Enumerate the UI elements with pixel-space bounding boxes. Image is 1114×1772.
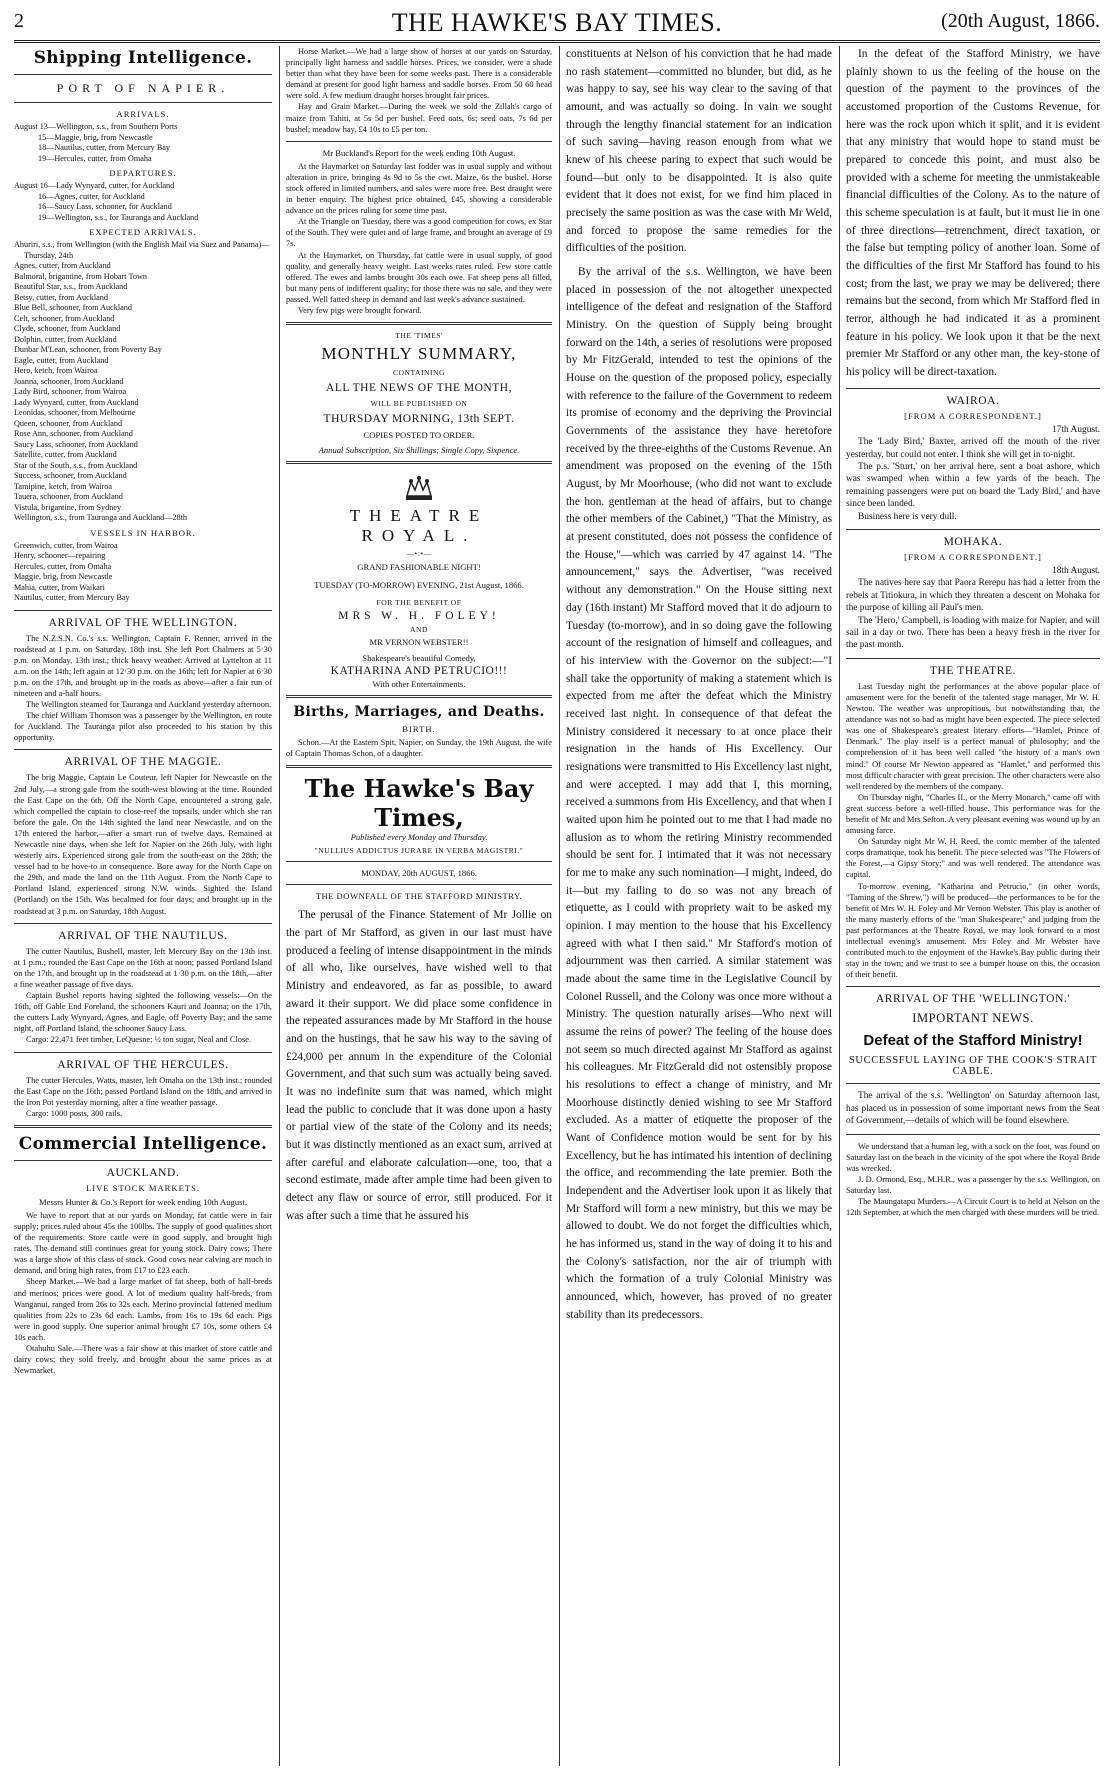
harbor-list [14,541,272,604]
theatre-foley: MRS W. H. FOLEY! [338,610,500,623]
list-item: Joanna, schooner, from Auckland [14,376,124,386]
list-item: Success, schooner, from Auckland [14,471,127,480]
departures-heading: DEPARTURES. [109,168,177,178]
mohaka-paragraph: The 'Hero,' Campbell, is loading with maize for Napier, and will sail in a day or two. There has been a heavy fresh in the river for the past month. [846,615,1100,651]
hunter-paragraph: We have to report that at our yards on Monday, fat cattle were in fair supply; prices ruled about 45s the 100lbs. The supply of good qualities short of the requirements. Store cattle were in good supply, and brought high rates. The demand still continues great for young stock. Dairy cows; There was a large show of this class of stock. Good cows near calving are much in demand, and bring high rates, from £17 to £23 each. [14,1210,272,1276]
rule [286,322,552,325]
list-item: Celt, schooner, from Auckland [14,313,115,323]
arrivals-list [14,122,272,164]
times-title: The Hawke's Bay Times, [304,774,534,833]
mohaka-from: [FROM A CORRESPONDENT.] [904,552,1042,563]
theatre-play: KATHARINA AND PETRUCIO!!! [330,665,508,678]
buckland-paragraph: At the Haymarket, on Thursday, fat cattle were in usual supply, of good quality, and generally heavy weight. Last weeks rates ruled. Few store cattle offered. The ewes and lambs brought 30s each owe. Fat sheep pens all filled, but many pens of indifferent quality; for those there was no sale, and they were passed. Well fatted sheep in demand and last week's advance sustained. [286,250,552,304]
buckland-report-heading: Mr Buckland's Report for the week ending 10th August. [322,147,516,158]
column-4 [846,46,1100,1766]
summary-published: WILL BE PUBLISHED ON [370,399,468,409]
masthead [14,6,1100,43]
nautilus-paragraph: The cutter Nautilus, Bushell, master, left Mercury Bay on the 13th inst. at 1 p.m.; rounded the East Cape on the 16th at noon; passed Portland Island on the 17th, and brought up in the roadstead at 1·30 p.m. on the 18th,—after a fine weather passage of five days. [14,946,272,989]
hercules-heading: ARRIVAL OF THE HERCULES. [57,1058,229,1071]
theatre-heading: THE THEATRE. [929,664,1017,677]
summary-news: ALL THE NEWS OF THE MONTH, [326,382,512,395]
hunter-paragraph: Sheep Market.—We had a large market of fat sheep, both of half-breds and merinos; prices were good. A lot of medium quality half-breds, from Wanganui, ranged from 26s to 32s each. Merino provincial fattened medium qualities from 22s to 23s 6d each. Lambs, from 16s to 19s 6d each. Pigs were in good supply. One superior animal brought £7 10s, some others £4 10s each. [14,1277,272,1342]
wellington-paragraph: The chief William Thomson was a passenger by the Wellington, en route for Auckland. The Tauranga pilot also proceeded to his station by this opportunity. [14,711,272,743]
list-item: Dunbar M'Lean, schooner, from Poverty Bay [14,345,162,354]
summary-title: MONTHLY SUMMARY, [321,344,517,364]
list-item: 15—Maggie, brig, from Newcastle [38,132,153,142]
list-item: Leonidas, schooner, from Melbourne [14,408,136,417]
list-item: 19—Wellington, s.s., for Tauranga and Auckland [38,212,199,222]
hunter-paragraph: Otahuhu Sale.—There was a fair show at this market of store cattle and dairy cows; they sold freely, and brought about the same prices as at Newmarket. [14,1344,272,1376]
maggie-heading: ARRIVAL OF THE MAGGIE. [64,756,222,769]
rule [14,1125,272,1128]
theatre-paragraph: On Thursday night, "Charles II., or the Merry Monarch," came off with great success before a well-filled house. This performance was for the benefit of Mr and Mrs Sefton. A very pleasant evening was wound up by an amusing farce. [846,792,1100,836]
list-item: August 13—Wellington, s.s., from Southern Ports [14,122,178,131]
maggie-paragraph: The brig Maggie, Captain Le Couteur, left Napier for Newcastle on the 2nd July,—a strong gale from the south-west blowing at the time. Rounded the East Cape on the 6th. Off the North Cape, encountered a strong gale, which compelled the captain to close-reef the topsails, under which she ran before the gale. On the 14th sighted the land near Newcastle, and on the 17th entered the harbor,—after a smart run of twelve days. Remained at Newcastle nine days, when she left for Napier on the 26th July, with light westerly airs. Experienced strong gale from the south-east on the 28th; the vessel had to be hove-to in consequence. Bore away for the North Cape on the 29th, and made the land on the 11th August. From the North Cape to Portland Island, experienced strong N.W. winds. Sighted the Island (Portland) on the 15th. Was becalmed for four days; and brought up in the roadstead at 3 p.m. on Saturday, 18th August. [14,773,272,916]
ormond-paragraph: J. D. Ormond, Esq., M.H.R., was a passenger by the s.s. Wellington, on Saturday last. [846,1174,1100,1195]
list-item: 16—Agnes, cutter, for Auckland [38,191,145,201]
arrivals-heading: ARRIVALS. [116,109,170,119]
list-item: Lady Wynyard, cutter, from Auckland [14,397,139,407]
departures-list [14,181,272,223]
rule [14,102,272,103]
rule [14,749,272,750]
wellington-heading: ARRIVAL OF THE WELLINGTON. [48,616,238,629]
theatre-paragraph: To-morrow evening, "Katharina and Petrucio," (in other words, "Taming of the Shrew,") will be produced—the performances to be for the benefit of Mrs W. H. Foley and Mr Vernon Webster. This play is another of the many masterly efforts of the "man Shakespeare;" and judging from the past performances at the Theatre Royal, we may look forward to a most intellectual evening's amusement. Mrs Foley and Mr Webster have contributed much to the enjoyment of the Hawke's Bay public during their stay in the town; and we trust to see a bumper house on this, the occasion of their benefit. [846,881,1100,980]
list-item: Tauera, schooner, from Auckland [14,492,123,501]
rule [14,610,272,611]
list-item: Queen, schooner, from Auckland [14,418,123,428]
list-item: Hero, ketch, from Wairoa [14,366,98,375]
expected-heading: EXPECTED ARRIVALS. [89,227,197,237]
commercial-heading: Commercial Intelligence. [18,1133,268,1154]
theatre-benefit: FOR THE BENEFIT OF [376,598,462,608]
list-item: Ahuriri, s.s., from Wellington (with the English Mail via Suez and Panama)—Thursday, 24th [14,240,270,260]
important-news-heading: IMPORTANT NEWS. [912,1011,1034,1026]
buckland-paragraph: At the Triangle on Tuesday, there was a good competition for cows, ex Star of the South. They were quiet and of large frame, and brought an average of £9 7s. [286,217,552,249]
summary-date: THURSDAY MORNING, 13th SEPT. [323,413,515,426]
column-1 [14,46,272,1766]
list-item: Agnes, cutter, from Auckland [14,261,111,270]
rule [286,461,552,464]
expected-list [14,240,272,524]
rule [14,1160,272,1161]
mohaka-paragraph: The natives here say that Paora Rerepu has had a letter from the rebels at Titiokura, in which they threaten a descent on Mohaka for the purpose of killing all Paul's men. [846,578,1100,614]
list-item: Tamipine, ketch, from Wairoa [14,481,112,491]
list-item: Wellington, s.s., from Tauranga and Auckland—28th [14,513,188,522]
buckland-paragraph: Very few pigs were brought forward. [298,305,422,315]
rule [846,986,1100,987]
rule [846,388,1100,389]
wairoa-paragraph: Business here is very dull. [858,511,957,522]
birth-notice: Schon.—At the Eastern Spit, Napier, on Sunday, the 19th August, the wife of Captain Thomas Schon, of a daughter. [286,738,552,759]
list-item: Blue Bell, schooner, from Auckland [14,303,132,312]
wairoa-heading: WAIROA. [946,394,1000,407]
list-item: Satellite, cutter, from Auckland [14,450,117,459]
theatre-date: TUESDAY (TO-MORROW) EVENING, 21st August, 1866. [314,580,524,591]
arrival-wellington-heading: ARRIVAL OF THE 'WELLINGTON.' [875,993,1071,1006]
rule [14,74,272,75]
column-2 [286,46,552,1766]
rule [846,658,1100,659]
column-divider [559,46,560,1766]
summary-subscription: Annual Subscription, Six Shillings; Single Copy, Sixpence. [318,445,520,456]
times-published: Published every Monday and Thursday. [350,832,488,843]
wellington-paragraph: The N.Z.S.N. Co.'s s.s. Wellington, Captain F. Renner, arrived in the roadstead at 1 p.m. on Saturday, 18th inst. She left Port Chalmers at 5·30 p.m. on Monday, 13th inst.; thick heavy weather. Arrived at Lyttelton at 11 a.m. on the 14th; left again at 12·30 p.m. on the 16th; left for Napier at 6·30 p.m. on the 17th, and brought up in the roads as above—after a fair run of nineteen and a-half hours. [14,633,272,698]
port-heading: PORT OF NAPIER. [56,81,230,95]
list-item: Hercules, cutter, from Omaha [14,561,112,571]
ornament: —•:•— [406,549,432,559]
arrival-paragraph: The arrival of the s.s. 'Wellington' on Saturday afternoon last, has placed us in possession of some important news from the Seat of Government,—details of which will be found elsewhere. [846,1091,1100,1127]
rule [286,695,552,698]
column-divider [279,46,280,1766]
times-motto: "NULLIUS ADDICTUS JURARE IN VERBA MAGISTRI." [314,846,524,856]
theatre-webster: MR VERNON WEBSTER!! [369,637,469,648]
newspaper-title: THE HAWKE'S BAY TIMES. [391,8,723,37]
rule [14,1052,272,1053]
hercules-paragraph: Cargo: 1000 posts, 300 rails. [26,1108,123,1118]
birth-heading: BIRTH. [402,724,436,735]
list-item: Betsy, cutter, from Auckland [14,292,108,302]
nautilus-heading: ARRIVAL OF THE NAUTILUS. [58,929,228,942]
list-item: Nautilus, cutter, from Mercury Bay [14,593,130,602]
column-divider [839,46,840,1766]
list-item: Maggie, brig, from Newcastle [14,572,113,581]
theatre-comedy: Shakespeare's beautiful Comedy, [362,653,476,664]
list-item: Lady Bird, schooner, from Wairoa [14,387,127,396]
downfall-heading: THE DOWNFALL OF THE STAFFORD MINISTRY. [315,891,523,902]
list-item: Greenwich, cutter, from Wairoa [14,540,118,550]
mohaka-heading: MOHAKA. [943,536,1003,549]
times-date: MONDAY, 20th AUGUST, 1866. [361,868,477,879]
defeat-heading: Defeat of the Stafford Ministry! [863,1032,1083,1050]
buckland-paragraph: At the Haymarket on Saturday last fodder was in usual supply and without alteration in price, bringing 4s 9d to 5s the cwt. Maize, 6s the bushel. Horse stock offered in limited numbers, and sales were more free. Best draught were in better enquiry. The highest price obtained, £45, showing a considerable advance on the prices ruling for some time past. [286,161,552,216]
rule [846,1134,1100,1135]
issue-date: (20th August, 1866. [941,10,1100,32]
summary-containing: CONTAINING [392,368,446,378]
rule [286,765,552,768]
rule [286,141,552,142]
list-item: Vistula, brigantine, from Sydney [14,502,122,512]
wairoa-paragraph: The p.s. 'Sturt,' on her arrival here, sent a boat ashore, which was swamped when within a few yards of the beach. The remaining passengers were put on board the 'Lady Bird,' and have since been landed. [846,461,1100,510]
rule [14,923,272,924]
rule [286,884,552,885]
list-item: 19—Hercules, cutter, from Omaha [38,153,152,163]
list-item: Star of the South, s.s., from Auckland [14,460,138,470]
rule [846,529,1100,530]
theatre-night: GRAND FASHIONABLE NIGHT! [357,562,481,573]
list-item: Henry, schooner—repairing [14,551,106,560]
list-item: Mahia, cutter, from Waikari [14,582,105,592]
wairoa-date: 17th August. [1052,424,1100,435]
list-item: Beautiful Star, s.s., from Auckland [14,282,128,291]
nautilus-paragraph: Cargo: 22,471 feet timber, LeQuesne; ½ ton sugar, Neal and Close. [26,1035,252,1045]
hay-market-paragraph: Hay and Grain Market.—During the week we sold the Zillah's cargo of maize from Tahiti, at 5s 5d per bushel. Feed oats, 6s; seed oats, 7s 6d per bushel; meadow hay, £4 10s to £5 per ton. [286,102,552,134]
bmd-heading: Births, Marriages, and Deaths. [293,704,545,721]
theatre-paragraph: On Saturday night Mr W. H. Reed, the comic member of the talented corps dramatique, took his benefit. The piece selected was "The Flowers of the Forest,—a Gipsy Story;" and was well rendered. The attendance was capital. [846,837,1100,880]
theatre-other: With other Entertainments. [372,679,466,690]
murders-paragraph: The Maungatapu Murders.—A Circuit Court is to held at Nelson on the 12th September, at which the men charged with these murders will be tried. [846,1197,1100,1218]
mohaka-date: 18th August. [1052,566,1100,577]
column-3 [566,46,832,1766]
shipping-heading: Shipping Intelligence. [33,48,253,68]
wellington-paragraph: The Wellington steamed for Tauranga and Auckland yesterday afternoon. [26,700,272,710]
leader-paragraph: The perusal of the Finance Statement of Mr Jollie on the part of Mr Stafford, as given in our last must have produced a feeling of intense disappointment in the minds of all who, like ourselves, have wished well to that Ministry and endeavored, as far as possible, to award award it their support. We did place some confidence in the repeated assurances made by Mr Stafford in the house and on the hustings, that he saw his way to the saving of £24,000 per annum in the expenditure of the Colonial Government, and that such sum was actually being saved. It was no indefinite sum that was named, which might lead the public to conclude that it was done upon a hasty or partial view of the state of the Colony and its needs; but it was distinctly mentioned as an exact sum, arrived at after careful and elaborate calculation—one, too, that a second estimate, made after ample time had been given to detect any flaw or source of error, still produced. For it was after such a time that he assured his [286,909,552,1222]
leader-paragraph: In the defeat of the Stafford Ministry, we have plainly shown to us the feeling of the house on the question of the payment to the provinces of the accustomed proportion of the Customs Revenue, for here was the rock upon which it split, and it is evident that any ministry that would hope to stand must be prepared to concede this point, and must also be provided with a scheme for meeting the unmistakeable financial difficulties of the Colony. As to the nature of this scheme speculation is at fault, but it must lie in one of three directions—retrenchment, direct taxation, or the false but tempting policy of another loan. Some of the difficulties of the first Mr Stafford has found to his cost; from the last, we pray we may be delivered; there remains but the second, from which Mr Stafford fled in terror, although he had indicated it as a prominent feature in his policy. We look upon it that be the next premier Mr Stafford or any other man, the key-stone of his policy will be direct-taxation. [846,48,1100,379]
list-item: August 16—Lady Wynyard, cutter, for Auckland [14,181,175,190]
list-item: Dolphin, cutter, from Auckland [14,334,117,344]
list-item: Clyde, schooner, from Auckland [14,324,121,333]
list-item: Balmoral, brigantine, from Hobart Town [14,271,147,281]
theatre-title: THEATRE ROYAL. [349,506,489,546]
summary-copies: COPIES POSTED TO ORDER. [363,430,475,441]
wairoa-from: [FROM A CORRESPONDENT.] [904,410,1042,421]
cable-heading: SUCCESSFUL LAYING OF THE COOK'S STRAIT CABLE. [848,1055,1098,1078]
royal-crest-icon [399,474,439,504]
horse-market-paragraph: Horse Market.—We had a large show of horses at our yards on Saturday, principally light harness and saddle horses. Prices, we consider, were a shade better than what they have been for some weeks past. There is a considerable demand at present for good light harness and saddle horses. From 50 60 head were sold. A few medium draught horses brought fair prices. [286,47,552,101]
hercules-paragraph: The cutter Hercules, Watts, master, left Omaha on the 13th inst.; rounded the East Cape on the 16th; passed Portland Island on the 18th, and arrived in the Iron Pot yesterday morning, after a fine weather passage. [14,1075,272,1107]
rule [286,861,552,862]
nautilus-paragraph: Captain Bushel reports having sighted the following vessels:—On the 16th, off Gable End Foreland, the schooners Kauri and Joanna; on the 17th, the cutters Lady Wynyard, Agnes, and Eagle, off Poverty Bay; and the same night, off Portland Island, the schooner Saucy Lass. [14,991,272,1034]
theatre-and: AND [410,625,428,635]
theatre-paragraph: Last Tuesday night the performances at the above popular place of amusement were for the benefit of the talented stage manager, Mr W. H. Newton. The weather was unpropitious, but notwithstanding that, the attendance was not so bad as might have been expected. The piece selected was one of Shakespeare's greatest literary efforts—"Hamlet, Prince of Denmark." The play itself is a perfect manual of philosophy; and the comprehension of it has been well called "the history of a man's own mind." Of course Mr Newton appeared as "Hamlet," and performed this most difficult character with great precision. The other characters were also well rendered by the members of the company. [846,681,1100,791]
livestock-heading: LIVE STOCK MARKETS. [85,1182,201,1193]
leader-paragraph: By the arrival of the s.s. Wellington, we have been placed in possession of the not altogether unexpected intelligence of the defeat and resignation of the Stafford Ministry. On the question of Supply being brought forward on the 14th, a series of resolutions were proposed by Mr FitzGerald, intended to test the opinions of the House on the question of the proposed policy, especially with reference to the failure of the Government to redeem its promise of economy and the depriving the Provincial Governments of the assistance they have heretofore received by the three-eighths of the Customs Revenue. An amendment was proposed on the evening of the 15th August, by Mr Moorhouse, (who did not want to exclude the hon. gentleman at the head of affairs, but to change the other members of the Cabinet,) "That the Ministry, as at present constituted, does not possess the confidence of the House,"—which was carried by 47 against 14. "The announcement," says the Advertiser, "was received without any demonstration." On the House sitting next day (16th instant) Mr Stafford moved that it do adjourn to Tuesday (to-morrow), and in so doing gave the following account of the resignation of himself and colleagues, and of his interview with the Governor on the subject:—"I shall take the opportunity of making a statement which is expected from me after the defeat which the Ministry received last night. In consequence of that defeat the Ministry considered it necessary to at once place their resignation in the hands of His Excellency. Our resignations were transmitted to His Excellency last night, and were accepted. I may add that I, this morning, received a summons from His Excellency, and that when I waited upon him he pointed out to me that I had made no allusion as to whom the retiring Ministry recommended should be sent for. I intimated that it was not necessary for me to make any such nomination—I might, indeed, do it—but my failing to do so was not any breach of etiquette, as I could with propriety wait to be asked my opinion. I may mention to the house that his Excellency agreed with what I then said." Mr Stafford's motion of adjournment was then carried. A similar statement was made about the same time in the Legislative Council by Colonel Russell, and the Colony was once more without a Ministry. The question naturally arises—Who next will assume the reins of power? The feeling of the house does not seem so much directed against Mr Stafford as against his colleagues. Mr FitzGerald did not ostensibly propose his resolutions to effect a change of ministry, and Mr Moorhouse distinctly denied wishing to see Mr Stafford excluded. As a matter of etiquette the proposer of the Want of Confidence motion would be sent for by his Excellency, but he has intimated his intention of declining the office, and recommending the late premier. Both the Independent and the Advertiser look upon it as likely that Mr Stafford will form a new ministry, but this we may be allowed to doubt. We do not forget the difficulties which, he has informed us, stand in the way of doing it to his and the Colony's satisfaction, nor the air of triumph with which the formation of a truly Colonial Ministry was announced, which, however, has proved of no greater stability than its predecessors. [566,266,832,1321]
wairoa-paragraph: The 'Lady Bird,' Baxter, arrived off the mouth of the river yesterday, but could not enter. I think she will get in to-night. [846,437,1100,460]
list-item: Saucy Lass, schooner, from Auckland [14,439,138,449]
summary-the: THE 'TIMES' [395,331,443,341]
list-item: 18—Nautilus, cutter, from Mercury Bay [38,143,171,152]
list-item: Rose Ann, schooner, from Auckland [14,429,133,438]
list-item: Eagle, cutter, from Auckland [14,355,109,365]
page-number: 2 [14,10,24,32]
list-item: 16—Saucy Lass, schooner, for Auckland [38,202,172,211]
human-leg-paragraph: We understand that a human leg, with a sock on the foot, was found on Saturday last on the beach in the vicinity of the spot where the Royal Bride was wrecked. [846,1141,1100,1173]
leader-paragraph: constituents at Nelson of his conviction that he had made no rash statement—committed no blunder, but did, as he was happy to say, see his way clear to the saving of that amount, and was actually so doing. In vain we sought through the lengthy financial statement for an indication of such saving—having reason enough from what we knew of his cheese paring to expect that such would be found—but only to be disappointed. It is also quite evident that it does not exist, for we find him placed in precisely the same position as was the case with Mr Weld, and forced to propose the same remedies for the difficulties of the position. [566,48,832,255]
hunter-report-heading: Messrs Hunter & Co.'s Report for week ending 10th August. [38,1196,248,1207]
rule [846,1083,1100,1084]
harbor-heading: VESSELS IN HARBOR. [90,527,196,538]
auckland-heading: AUCKLAND. [106,1166,180,1179]
